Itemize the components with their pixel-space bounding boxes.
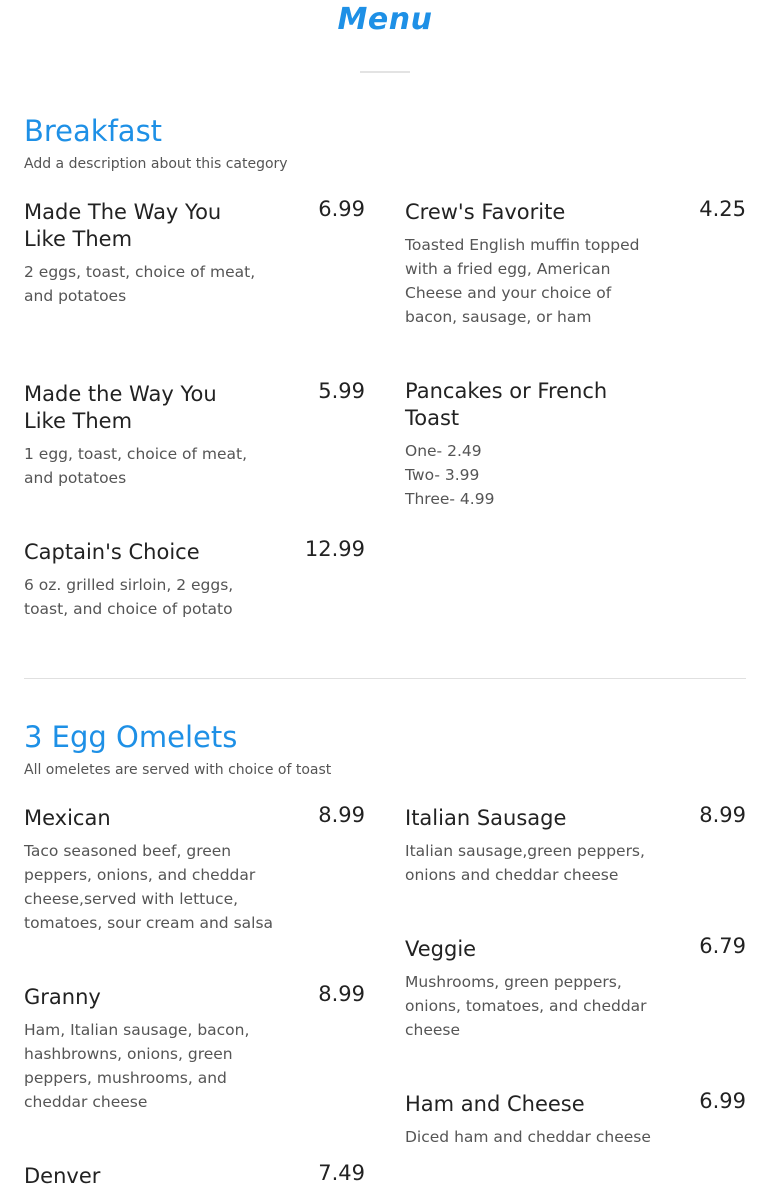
price-option: Two- 3.99 [405, 466, 480, 484]
section-divider [24, 678, 746, 679]
item-price: 6.79 [699, 934, 746, 958]
item-name: Captain's Choice [24, 540, 200, 564]
item-price: 6.99 [318, 197, 365, 221]
omelets-section-title: 3 Egg Omelets [24, 720, 238, 754]
item-price: 12.99 [304, 537, 365, 561]
page-title: Menu [337, 2, 433, 37]
item-price: 6.99 [699, 1089, 746, 1113]
price-option: One- 2.49 [405, 442, 482, 460]
title-divider [360, 71, 410, 73]
item-name: Made The Way You Like Them [24, 200, 222, 251]
item-price: 8.99 [318, 982, 365, 1006]
item-name: Italian Sausage [405, 806, 567, 830]
item-description: 1 egg, toast, choice of meat, and potatoes [24, 445, 248, 487]
item-description: Ham, Italian sausage, bacon, hashbrowns, onions, green peppers, mushrooms, and cheddar cheese [24, 1021, 250, 1111]
item-name: Granny [24, 985, 101, 1009]
item-description: Mushrooms, green peppers, onions, tomatoes, and cheddar cheese [405, 973, 647, 1039]
item-description: Taco seasoned beef, green peppers, onions, and cheddar cheese,served with lettuce, tomatoes, sour cream and salsa [24, 842, 274, 932]
item-price: 7.49 [318, 1161, 365, 1185]
item-name: Ham and Cheese [405, 1092, 585, 1116]
item-price: 8.99 [318, 803, 365, 827]
item-price: 8.99 [699, 803, 746, 827]
item-name: Veggie [405, 937, 477, 961]
item-name: Denver [24, 1164, 101, 1188]
item-name: Crew's Favorite [405, 200, 566, 224]
item-description: 2 eggs, toast, choice of meat, and potatoes [24, 263, 256, 305]
item-description: Toasted English muffin topped with a fried egg, American Cheese and your choice of bacon, sausage, or ham [405, 236, 640, 326]
item-description: Italian sausage,green peppers, onions and cheddar cheese [405, 842, 645, 884]
item-name: Mexican [24, 806, 111, 830]
item-description [405, 439, 655, 511]
omelets-section-description: All omeletes are served with choice of toast [24, 762, 332, 778]
item-price: 5.99 [318, 379, 365, 403]
item-name: Pancakes or French Toast [405, 379, 608, 430]
item-description: Diced ham and cheddar cheese [405, 1128, 651, 1146]
price-option: Three- 4.99 [405, 490, 495, 508]
item-price: 4.25 [699, 197, 746, 221]
breakfast-section-description: Add a description about this category [24, 156, 288, 172]
breakfast-section-title: Breakfast [24, 114, 163, 148]
item-description: 6 oz. grilled sirloin, 2 eggs, toast, and choice of potato [24, 576, 234, 618]
item-name: Made the Way You Like Them [24, 382, 217, 433]
